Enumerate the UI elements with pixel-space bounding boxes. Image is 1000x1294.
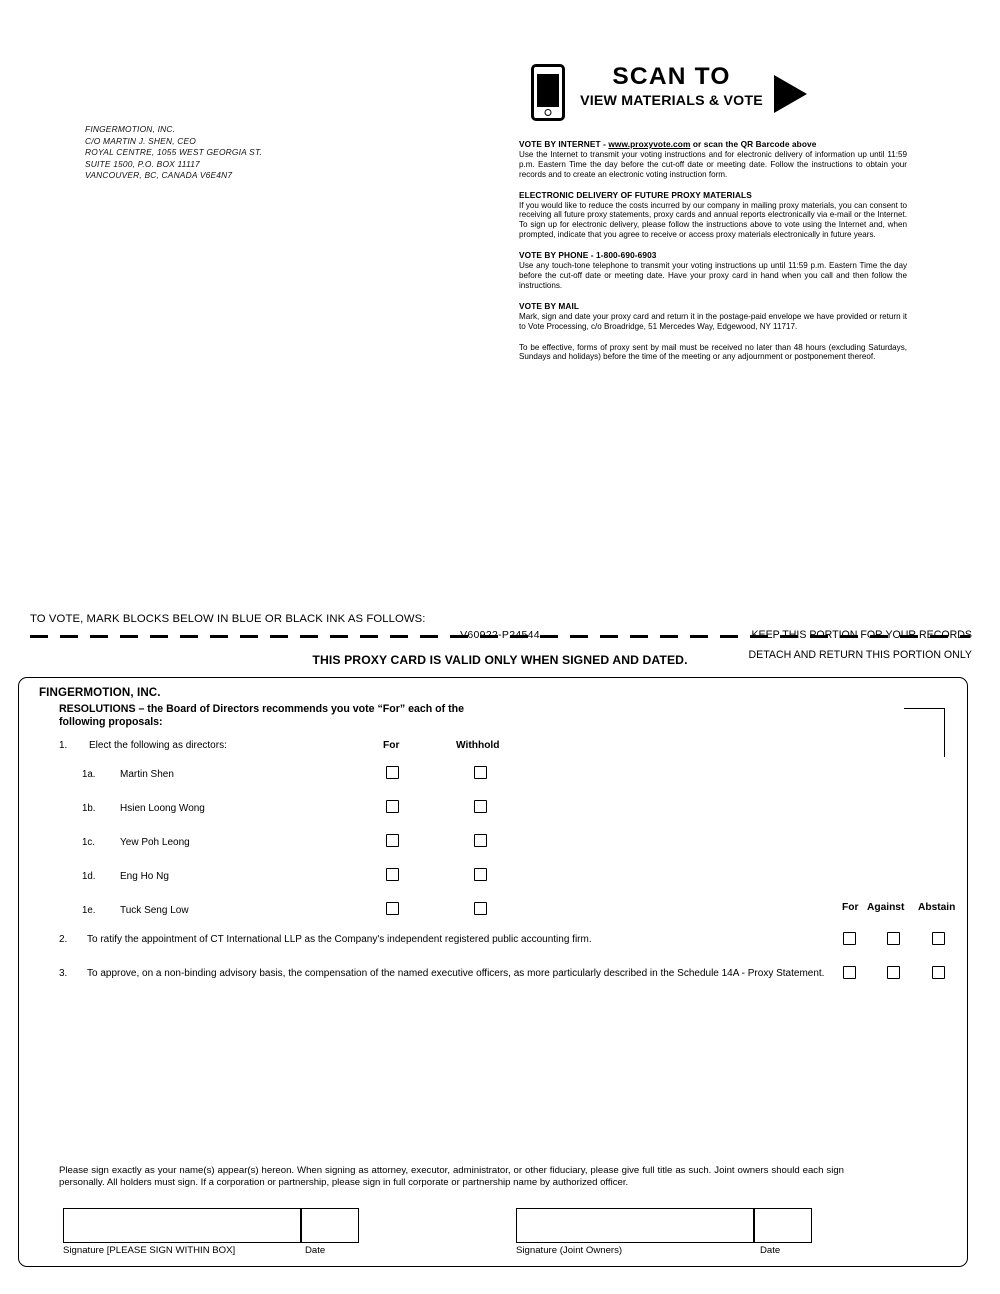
- director-row: [19, 866, 969, 900]
- proxyvote-link[interactable]: www.proxyvote.com: [608, 139, 691, 149]
- checkbox-for-yew-poh-leong[interactable]: [386, 834, 399, 847]
- proposal-2-text: To ratify the appointment of CT International LLP as the Company's independent registered public accounting firm.: [87, 934, 592, 945]
- effective-note-block: [519, 343, 907, 363]
- address-line: ROYAL CENTRE, 1055 WEST GEORGIA ST.: [85, 147, 263, 158]
- director-name: Tuck Seng Low: [120, 905, 189, 916]
- signature-instructions: Please sign exactly as your name(s) appear(s) hereon. When signing as attorney, executor, administrator, or other fiduciary, please give full title as such. Joint owners should each sign personally. All holders must sign. If a corporation or partnership, please sign in full corporate or partnership name by authorized officer.: [59, 1165, 844, 1188]
- signature-label-joint: Signature (Joint Owners): [516, 1245, 623, 1256]
- checkbox-abstain-proposal-2[interactable]: [932, 932, 945, 945]
- address-line: FINGERMOTION, INC.: [85, 124, 176, 134]
- checkbox-abstain-proposal-3[interactable]: [932, 966, 945, 979]
- date-field-primary[interactable]: [301, 1208, 359, 1243]
- scan-to-vote-text: [579, 62, 764, 110]
- column-header-against: Against: [867, 902, 905, 913]
- director-name: Hsien Loong Wong: [120, 803, 205, 814]
- director-name: Martin Shen: [120, 769, 174, 780]
- smartphone-icon: [531, 64, 565, 121]
- checkbox-for-eng-ho-ng[interactable]: [386, 868, 399, 881]
- scan-to-vote-banner: [519, 62, 819, 124]
- vote-by-internet-heading-pre: VOTE BY INTERNET -: [519, 139, 609, 149]
- scan-to-line2: VIEW MATERIALS & VOTE: [580, 93, 763, 109]
- electronic-delivery-heading: ELECTRONIC DELIVERY OF FUTURE PROXY MATERIALS: [519, 189, 752, 200]
- vote-by-internet-heading: [519, 140, 907, 150]
- director-ref: 1b.: [82, 803, 96, 814]
- address-line: C/O MARTIN J. SHEN, CEO: [85, 135, 197, 146]
- voting-instructions: [519, 140, 907, 362]
- director-ref: 1e.: [82, 905, 96, 916]
- proposal-1-number: 1.: [59, 740, 68, 751]
- director-ref: 1a.: [82, 769, 96, 780]
- director-row: [19, 832, 969, 866]
- checkbox-for-proposal-3[interactable]: [843, 966, 856, 979]
- checkbox-withhold-hsien-loong-wong[interactable]: [474, 800, 487, 813]
- director-ref: 1c.: [82, 837, 95, 848]
- column-header-withhold: Withhold: [456, 740, 500, 751]
- proxy-card-box: [18, 677, 968, 1267]
- checkbox-withhold-yew-poh-leong[interactable]: [474, 834, 487, 847]
- electronic-delivery-body: If you would like to reduce the costs incurred by our company in mailing proxy materials, you can consent to receiving all future proxy statements, proxy cards and annual reports electronically via e-mail or the Internet. To sign up for electronic delivery, please follow the instructions above to vote using the Internet and, when prompted, indicate that you agree to receive or access proxy materials electronically in future years.: [519, 200, 907, 240]
- vote-by-internet-body: Use the Internet to transmit your voting instructions and for electronic delivery of information up until 11:59 p.m. Eastern Time the day before the cut-off date or meeting date. Follow the instructions to obtain your records and to create an electronic voting instruction form.: [519, 149, 907, 179]
- keep-portion-note: KEEP THIS PORTION FOR YOUR RECORDS: [751, 629, 972, 641]
- checkbox-withhold-tuck-seng-low[interactable]: [474, 902, 487, 915]
- proposal-2-number: 2.: [59, 934, 68, 945]
- signature-label-primary: Signature [PLEASE SIGN WITHIN BOX]: [63, 1245, 236, 1256]
- vote-by-phone-heading: VOTE BY PHONE - 1-800-690-6903: [519, 250, 657, 261]
- vote-by-mail-body: Mark, sign and date your proxy card and return it in the postage-paid envelope we have provided or return it to Vote Processing, c/o Broadridge, 51 Mercedes Way, Edgewood, NY 11717.: [519, 311, 907, 331]
- resolutions-heading: RESOLUTIONS – the Board of Directors recommends you vote “For” each of the following proposals:: [59, 703, 464, 728]
- checkbox-withhold-eng-ho-ng[interactable]: [474, 868, 487, 881]
- checkbox-withhold-martin-shen[interactable]: [474, 766, 487, 779]
- director-row: [19, 764, 969, 798]
- director-ref: 1d.: [82, 871, 96, 882]
- director-row: [19, 900, 969, 934]
- electronic-delivery-block: [519, 191, 907, 241]
- proposal-3-text: To approve, on a non-binding advisory basis, the compensation of the named executive officers, as more particularly described in the Schedule 14A - Proxy Statement.: [87, 968, 825, 979]
- checkbox-against-proposal-3[interactable]: [887, 966, 900, 979]
- mark-blocks-note: TO VOTE, MARK BLOCKS BELOW IN BLUE OR BLACK INK AS FOLLOWS:: [30, 613, 426, 625]
- director-row: [19, 798, 969, 832]
- effective-note: To be effective, forms of proxy sent by mail must be received no later than 48 hours (excluding Saturdays, Sundays and holidays) before the time of the meeting or any adjournment or postponement thereof.: [519, 342, 907, 362]
- checkbox-for-proposal-2[interactable]: [843, 932, 856, 945]
- proposal-3-number: 3.: [59, 968, 68, 979]
- proposal-1-text: Elect the following as directors:: [89, 740, 227, 751]
- card-company-name: FINGERMOTION, INC.: [39, 686, 161, 699]
- column-header-for: For: [383, 740, 400, 751]
- date-field-joint[interactable]: [754, 1208, 812, 1243]
- vote-by-internet-heading-post: or scan the QR Barcode above: [690, 139, 817, 149]
- signature-field-joint[interactable]: [516, 1208, 754, 1243]
- column-header-abstain: Abstain: [918, 902, 956, 913]
- vote-by-phone-block: [519, 251, 907, 291]
- director-name: Yew Poh Leong: [120, 837, 190, 848]
- address-line: VANCOUVER, BC, CANADA V6E4N7: [85, 170, 233, 181]
- checkbox-for-hsien-loong-wong[interactable]: [386, 800, 399, 813]
- director-name: Eng Ho Ng: [120, 871, 169, 882]
- arrow-right-icon: [774, 75, 807, 113]
- signature-field-primary[interactable]: [63, 1208, 301, 1243]
- address-line: SUITE 1500, P.O. BOX 11117: [85, 158, 200, 169]
- corner-mark: [904, 708, 945, 757]
- vote-by-phone-body: Use any touch-tone telephone to transmit your voting instructions up until 11:59 p.m. Eastern Time the day before the cut-off date or meeting date. Have your proxy card in hand when you call and then follow the instructions.: [519, 261, 907, 290]
- control-number: V60922-P24544: [460, 629, 540, 641]
- scan-to-line1: SCAN TO: [612, 63, 731, 90]
- date-label-joint: Date: [760, 1245, 781, 1256]
- vote-by-internet-block: [519, 140, 907, 180]
- column-header-for-2: For: [842, 902, 859, 913]
- checkbox-for-martin-shen[interactable]: [386, 766, 399, 779]
- checkbox-against-proposal-2[interactable]: [887, 932, 900, 945]
- mailing-address: [85, 124, 262, 182]
- vote-by-mail-block: [519, 302, 907, 332]
- detach-portion-note: DETACH AND RETURN THIS PORTION ONLY: [748, 649, 972, 661]
- checkbox-for-tuck-seng-low[interactable]: [386, 902, 399, 915]
- date-label-primary: Date: [305, 1245, 326, 1256]
- vote-by-mail-heading: VOTE BY MAIL: [519, 300, 580, 311]
- valid-when-signed-note: THIS PROXY CARD IS VALID ONLY WHEN SIGNED AND DATED.: [312, 653, 688, 667]
